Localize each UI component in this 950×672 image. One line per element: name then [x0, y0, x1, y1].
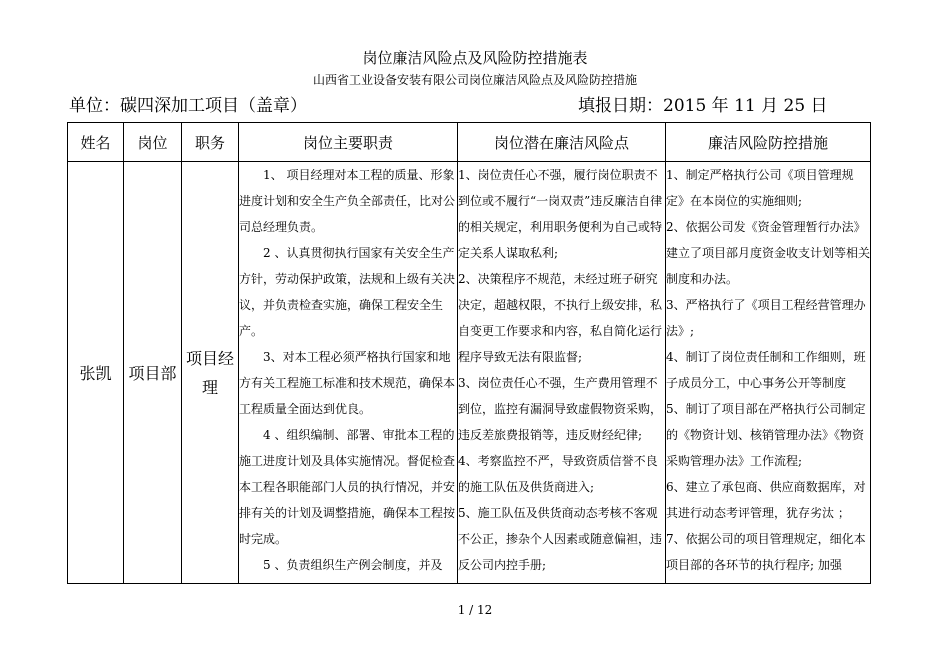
header-post: 岗位 — [124, 123, 182, 162]
date-line: 填报日期：2015 年 11 月 25 日 — [578, 96, 828, 116]
duty-item: 3、对本工程必须严格执行国家和地方有关工程施工标准和技术规范，确保本工程质量全面达到优良。 — [239, 350, 456, 416]
measure-item: 2、依据公司发《资金管理暂行办法》建立了项目部月度资金收支计划等相关制度和办法。 — [666, 220, 870, 286]
risk-item: 4、考察监控不严，导致资质信誉不良的施工队伍及供货商进入; — [458, 454, 658, 494]
measure-item: 1、制定严格执行公司《项目管理规定》在本岗位的实施细则; — [666, 168, 854, 208]
page-number: 1 / 12 — [457, 603, 493, 617]
risk-item: 1、岗位责任心不强，履行岗位职责不到位或不履行“一岗双责”违反廉洁自律的相关规定，利用职务便利为自己或特定关系人谋取私利; — [458, 168, 663, 260]
table-row — [68, 162, 871, 584]
document-subtitle: 山西省工业设备安装有限公司岗位廉洁风险点及风险防控措施 — [312, 73, 637, 87]
duty-item: 1、 项目经理对本工程的质量、形象进度计划和安全生产负全部责任，比对公司总经理负责。 — [239, 168, 456, 234]
risk-item: 2、决策程序不规范，未经过班子研究决定，超越权限，不执行上级安排，私自变更工作要求和内容，私自简化运行程序导致无法有限监督; — [458, 272, 663, 364]
cell-duties — [239, 162, 458, 584]
cell-name: 张凯 — [68, 162, 124, 584]
measure-item: 7、依据公司的项目管理规定，细化本项目部的各环节的执行程序; 加强 — [666, 532, 866, 572]
cell-risks — [458, 162, 666, 584]
risk-item: 5、施工队伍及供货商动态考核不客观不公正，掺杂个人因素或随意偏袒，违反公司内控手册; — [458, 506, 663, 572]
table-header-row — [68, 123, 871, 162]
cell-post: 项目部 — [124, 162, 182, 584]
duty-item: 4 、组织编制、部署、审批本工程的施工进度计划及具体实施情况。督促检查本工程各职能部门人员的执行情况，并安排有关的计划及调整措施，确保本工程按时完成。 — [239, 428, 456, 546]
measure-item: 3、严格执行了《项目工程经营管理办法》; — [666, 298, 866, 338]
unit-line: 单位：碳四深加工项目（盖章） — [69, 96, 307, 116]
cell-measures — [666, 162, 871, 584]
measure-item: 5、制订了项目部在严格执行公司制定的《物资计划、核销管理办法》《物资采购管理办法》工作流程; — [666, 402, 866, 468]
duty-item: 2 、认真贯彻执行国家有关安全生产方针，劳动保护政策，法规和上级有关决议，并负责检查实施，确保工程安全生产。 — [239, 246, 456, 338]
duty-item: 5 、负责组织生产例会制度，并及 — [263, 558, 443, 572]
measure-item: 6、建立了承包商、供应商数据库，对其进行动态考评管理，犹存劣汰 ； — [666, 480, 866, 520]
cell-role — [182, 162, 239, 584]
header-duties: 岗位主要职责 — [239, 123, 458, 162]
risk-item: 3、岗位责任心不强，生产费用管理不到位，监控有漏洞导致虚假物资采购，违反差旅费报销等，违反财经纪律; — [458, 376, 663, 442]
measure-item: 4、制订了岗位责任制和工作细则，班子成员分工，中心事务公开等制度 — [666, 350, 866, 390]
header-measures: 廉洁风险防控措施 — [666, 123, 871, 162]
header-name: 姓名 — [68, 123, 124, 162]
header-risks: 岗位潜在廉洁风险点 — [458, 123, 666, 162]
header-role: 职务 — [182, 123, 239, 162]
role-text: 项目经理 — [185, 348, 234, 397]
risk-table — [67, 122, 871, 584]
document-title: 岗位廉洁风险点及风险防控措施表 — [362, 49, 588, 67]
